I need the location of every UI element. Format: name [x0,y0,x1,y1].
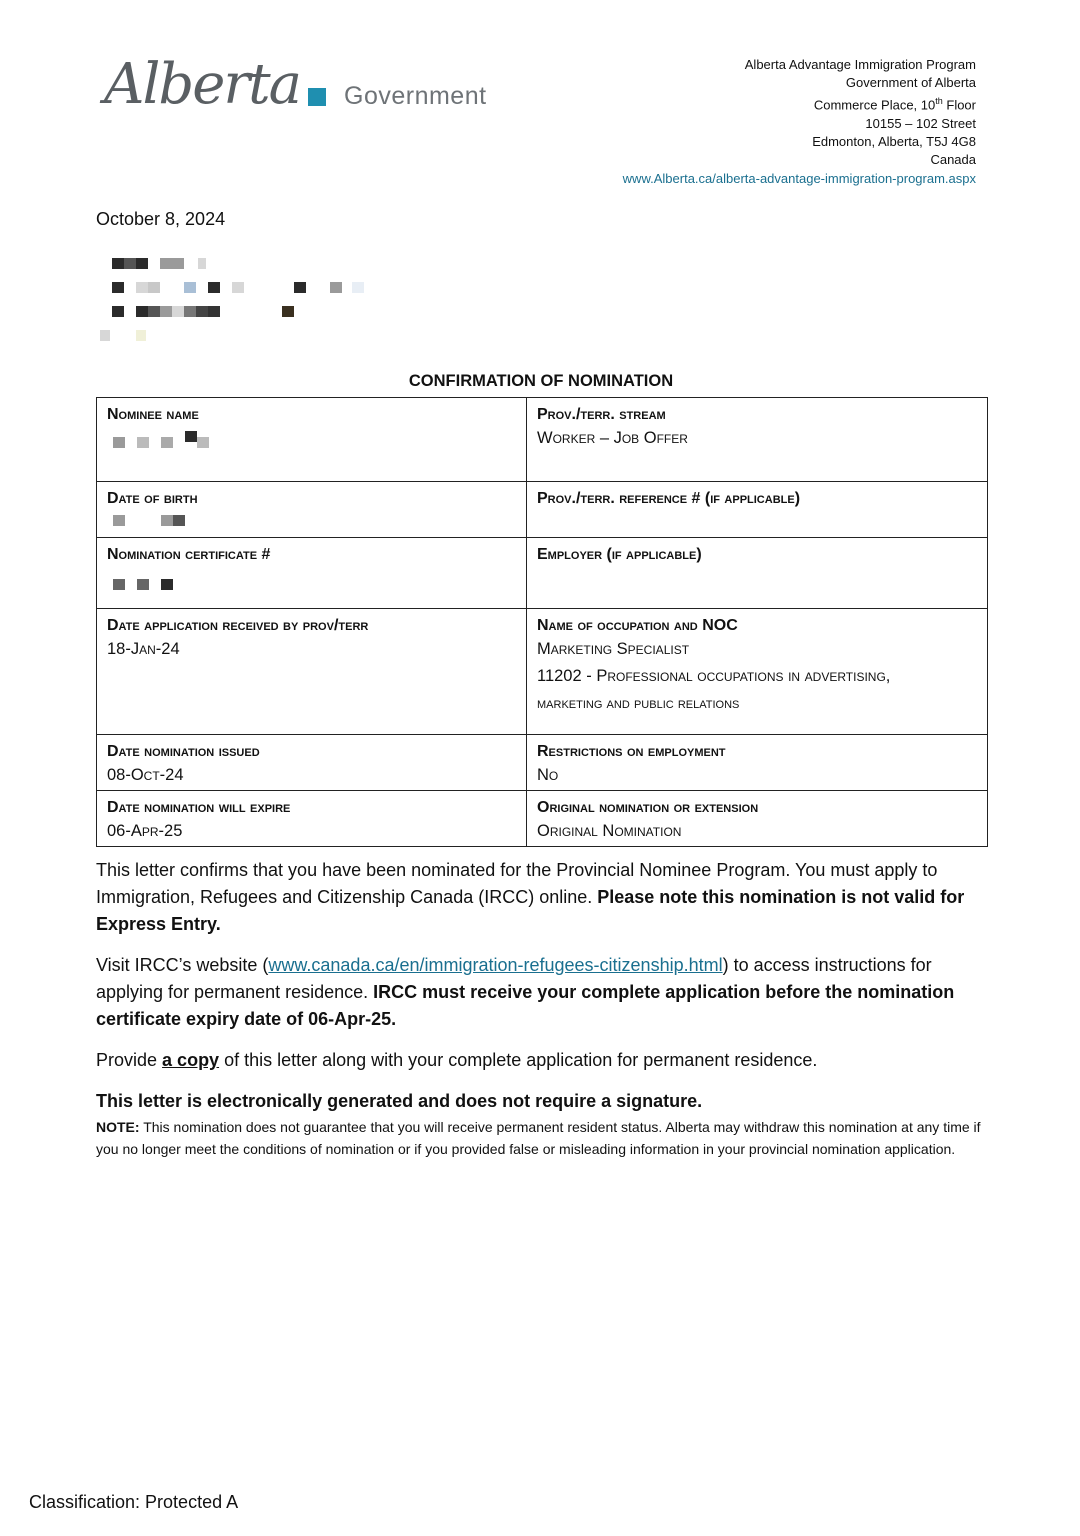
paragraph-ircc-website: Visit IRCC’s website (www.canada.ca/en/immigration-refugees-citizenship.html) to access instructions for applying for permanent residence. IRCC must receive your complete application before the nomination certificate expiry date of 06-Apr-25. [96,955,955,1029]
logo-script: Alberta [104,52,300,117]
nominee-name-label: Nominee name [107,406,199,423]
paragraph-provide-copy: Provide a copy of this letter along with your complete application for permanent residence. [96,1050,818,1070]
issued-label: Date nomination issued [107,743,260,760]
alberta-government-logo [104,52,504,124]
received-value: 18-Jan-24 [107,640,180,658]
expire-label: Date nomination will expire [107,799,291,816]
stream-value: Worker – Job Offer [537,429,688,447]
original-label: Original nomination or extension [537,799,759,816]
original-cell [527,791,988,847]
noc-value-line-1: 11202 - Professional occupations in advertising, [537,667,891,685]
stream-label: Prov./terr. stream [537,406,666,423]
program-website-link[interactable]: www.Alberta.ca/alberta-advantage-immigration-program.aspx [622,170,976,186]
note-label: NOTE: [96,1119,140,1135]
certificate-cell [97,538,527,609]
address-line: Alberta Advantage Immigration Program [744,57,976,72]
employer-label: Employer (if applicable) [537,546,702,563]
letter-date: October 8, 2024 [96,209,226,229]
restrictions-cell [527,735,988,791]
sender-address [623,56,976,188]
redacted-nominee-name [107,425,516,455]
address-line: Commerce Place, 10th Floor [813,96,976,113]
address-line: Canada [930,152,976,168]
issued-cell [97,735,527,791]
restrictions-label: Restrictions on employment [537,743,726,760]
expire-cell [97,791,527,847]
occupation-cell [527,609,988,735]
dob-label: Date of birth [107,490,198,507]
address-line: 10155 – 102 Street [865,115,976,131]
electronic-signature-statement: This letter is electronically generated and does not require a signature. [96,1091,703,1111]
issued-value: 08-Oct-24 [107,766,184,784]
nominee-name-cell [97,398,527,482]
note-paragraph: NOTE: This nomination does not guarantee that you will receive permanent resident status. Alberta may withdraw this nomination at any time if you no longer meet the conditions of nomination or if you provided false or misleading information in your provincial nomination application. [96,1119,981,1157]
reference-label: Prov./terr. reference # (if applicable) [537,490,801,507]
occupation-value: Marketing Specialist [537,640,690,658]
received-label: Date application received by prov/terr [107,617,369,634]
expiry-requirement-text: IRCC must receive your complete application before the nomination certificate expiry date of 06-Apr-25. [96,982,955,1029]
received-cell [97,609,527,735]
reference-cell [527,482,988,538]
employer-cell [527,538,988,609]
stream-cell [527,398,988,482]
document-title: CONFIRMATION OF NOMINATION [408,372,674,390]
a-copy-text: a copy [162,1050,220,1070]
address-line: Government of Alberta [845,75,976,91]
not-valid-express-entry-text: Please note this nomination is not valid for Express Entry. [96,887,965,934]
expire-value: 06-Apr-25 [107,822,183,840]
occupation-label: Name of occupation and NOC [537,617,738,634]
nomination-table [96,397,988,847]
certificate-label: Nomination certificate # [107,546,271,563]
noc-value-line-2: marketing and public relations [537,695,740,712]
ircc-website-link[interactable]: www.canada.ca/en/immigration-refugees-citizenship.html [268,955,723,975]
dob-cell [97,482,527,538]
original-value: Original Nomination [537,822,682,840]
redacted-dob [107,509,516,529]
redacted-recipient-address [100,256,380,346]
paragraph-confirmation: This letter confirms that you have been nominated for the Provincial Nominee Program. You must apply to Immigration, Refugees and Citizenship Canada (IRCC) online. Please note this nomination is not valid for Express Entry. [96,860,965,934]
logo-square-icon [308,88,326,106]
address-line: Edmonton, Alberta, T5J 4G8 [812,134,976,150]
restrictions-value: No [537,766,559,784]
logo-government-text: Government [344,82,487,110]
redacted-certificate-number [107,565,516,595]
classification-label: Classification: Protected A [29,1492,239,1512]
